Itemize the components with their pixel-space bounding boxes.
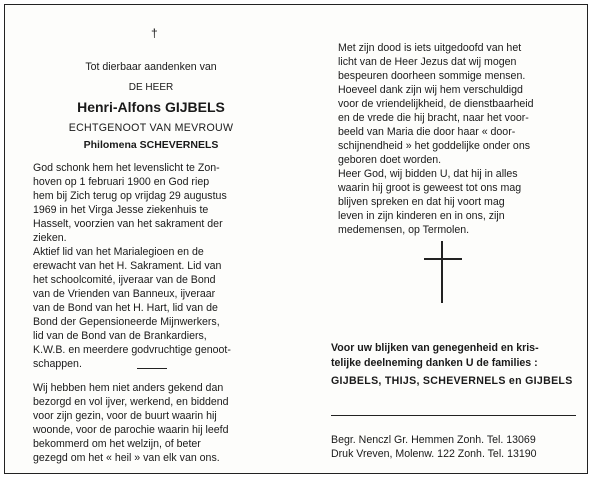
text-line: blijven spreken en dat hij voort mag xyxy=(338,196,505,208)
small-cross-icon: † xyxy=(151,26,158,40)
text-line: licht van de Heer Jezus dat wij mogen xyxy=(338,56,517,68)
text-line: Hasselt, voorzien van het sakrament der xyxy=(33,218,223,230)
text-line: bespeuren doorheen sommige mensen. xyxy=(338,70,526,82)
text-line: God schonk hem het levenslicht te Zon- xyxy=(33,162,220,174)
text-line: Hoeveel dank zijn wij hem verschuldigd xyxy=(338,84,523,96)
cross-vertical-bar xyxy=(441,241,443,303)
cross-horizontal-bar xyxy=(424,258,462,260)
text-line: erewacht van het H. Sakrament. Lid van xyxy=(33,260,222,272)
text-line: medemensen, op Termolen. xyxy=(338,224,470,236)
text-line: Met zijn dood is iets uitgedoofd van het xyxy=(338,42,522,54)
text-line: gezegd om het « heil » van elk van ons. xyxy=(33,452,220,464)
text-line: zieken. xyxy=(33,232,67,244)
family-names: GIJBELS, THIJS, SCHEVERNELS en GIJBELS xyxy=(331,375,573,387)
text-line: het schoolcomité, ijveraar van de Bond xyxy=(33,274,216,286)
text-line: schappen. xyxy=(33,358,82,370)
text-line: schijnendheid » het goddelijke onder ons xyxy=(338,140,531,152)
text-line: Aktief lid van het Marialegioen en de xyxy=(33,246,204,258)
deceased-name: Henri-Alfons GIJBELS xyxy=(77,99,225,115)
spouse-name: Philomena SCHEVERNELS xyxy=(83,139,219,151)
text-line: Heer God, wij bidden U, dat hij in alles xyxy=(338,168,518,180)
text-line: en de vrede die hij bracht, naar het voor- xyxy=(338,112,529,124)
text-line: hem bij Zich terug op vrijdag 29 augustus xyxy=(33,190,227,202)
footer-line-undertaker: Begr. Nenczl Gr. Hemmen Zonh. Tel. 13069 xyxy=(331,434,536,446)
text-line: woonde, voor de parochie waarin hij leefd xyxy=(33,424,229,436)
text-line: hoven op 1 februari 1900 en God riep xyxy=(33,176,210,188)
dedication-line: Tot dierbaar aandenken van xyxy=(85,61,217,73)
text-line: Bond der Gepensioneerde Mijnwerkers, xyxy=(33,316,220,328)
text-line: lid van de Bond van de Brankardiers, xyxy=(33,330,207,342)
section-divider xyxy=(137,368,167,369)
text-line: Wij hebben hem niet anders gekend dan xyxy=(33,382,224,394)
text-line: van de Vrienden van Banneux, ijveraar xyxy=(33,288,216,300)
title-line: DE HEER xyxy=(128,82,174,93)
memorial-card xyxy=(4,4,588,474)
spouse-line: ECHTGENOOT VAN MEVROUW xyxy=(68,122,234,134)
text-line: bekommerd om het welzijn, of beter xyxy=(33,438,201,450)
thanks-line: Voor uw blijken van genegenheid en kris- xyxy=(331,342,539,354)
text-line: voor de vriendelijkheid, de dienstbaarheid xyxy=(338,98,534,110)
text-line: waarin hij groot is geweest tot ons mag xyxy=(338,182,522,194)
footer-divider xyxy=(331,415,576,416)
text-line: voor zijn gezin, voor de buurt waarin hij xyxy=(33,410,217,422)
footer-line-printer: Druk Vreven, Molenw. 122 Zonh. Tel. 13190 xyxy=(331,448,537,460)
text-line: beeld van Maria die door haar « door- xyxy=(338,126,516,138)
text-line: leven in zijn kinderen en in ons, zijn xyxy=(338,210,505,222)
thanks-line: telijke deelneming danken U de families : xyxy=(331,357,538,369)
text-line: K.W.B. en meerdere godvruchtige genoot- xyxy=(33,344,231,356)
text-line: bezorgd en vol ijver, werkend, en biddend xyxy=(33,396,229,408)
text-line: 1969 in het Virga Jesse ziekenhuis te xyxy=(33,204,209,216)
text-line: geboren doet worden. xyxy=(338,154,442,166)
text-line: van de Bond van het H. Hart, lid van de xyxy=(33,302,218,314)
